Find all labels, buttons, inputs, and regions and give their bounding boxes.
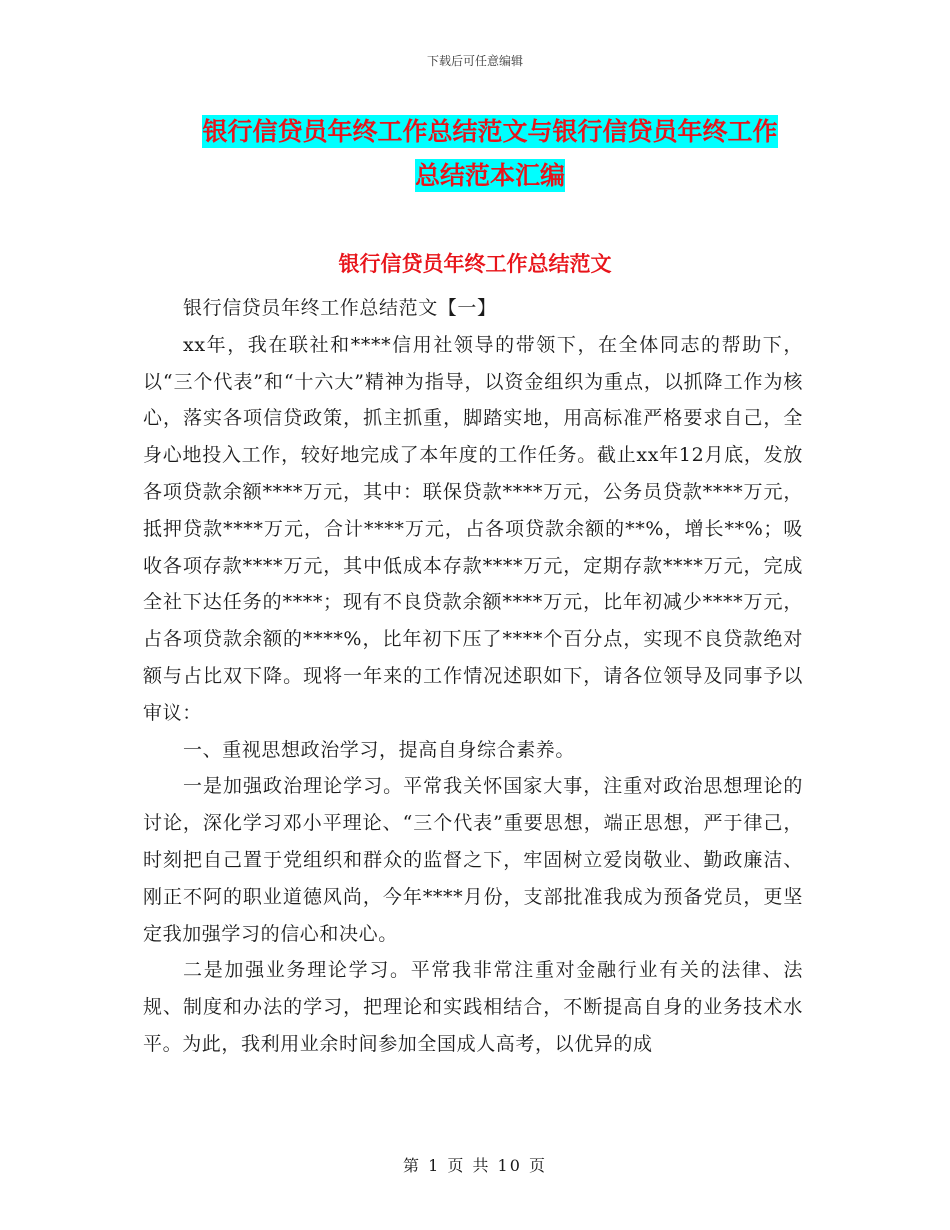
document-body (143, 290, 803, 1063)
paragraph: 银行信贷员年终工作总结范文【一】 (183, 297, 497, 319)
title-line-1: 银行信贷员年终工作总结范文与银行信贷员年终工作 (202, 117, 778, 146)
paragraph: 一是加强政治理论学习。平常我关怀国家大事，注重对政治思想理论的讨论，深化学习邓小平理论、“三个代表”重要思想，端正思想，严于律己，时刻把自己置于党组织和群众的监督之下，牢固树立爱岗敬业、勤政廉洁、刚正不阿的职业道德风尚，今年****月份，支部批准我成为预备党员，更坚定我加强学习的信心和决心。 (143, 775, 803, 945)
paragraph: 一、重视思想政治学习，提高自身综合素养。 (183, 738, 576, 761)
page-header-note: 下载后可任意编辑 (426, 54, 523, 68)
paragraph: 二是加强业务理论学习。平常我非常注重对金融行业有关的法律、法规、制度和办法的学习，把理论和实践相结合，不断提高自身的业务技术水平。为此，我利用业余时间参加全国成人高考，以优异的成 (143, 959, 803, 1055)
document-title (140, 110, 840, 198)
paragraph: xx年，我在联社和****信用社领导的带领下，在全体同志的帮助下，以“三个代表”和“十六大”精神为指导，以资金组织为重点，以抓降工作为核心，落实各项信贷政策，抓主抓重，脚踏实地，用高标准严格要求自己，全身心地投入工作，较好地完成了本年度的工作任务。截止xx年12月底，发放各项贷款余额****万元，其中：联保贷款****万元，公务员贷款****万元，抵押贷款****万元，合计****万元，占各项贷款余额的**%，增长**%；吸收各项存款****万元，其中低成本存款****万元，定期存款****万元，完成全社下达任务的****；现有不良贷款余额****万元，比年初减少****万元，占各项贷款余额的****%，比年初下压了****个百分点，实现不良贷款绝对额与占比双下降。现将一年来的工作情况述职如下，请各位领导及同事予以审议： (143, 333, 803, 724)
title-line-2: 总结范本汇编 (414, 161, 565, 190)
section-subtitle: 银行信贷员年终工作总结范文 (338, 252, 612, 276)
page-number: 第 1 页 共 10 页 (403, 1156, 547, 1175)
